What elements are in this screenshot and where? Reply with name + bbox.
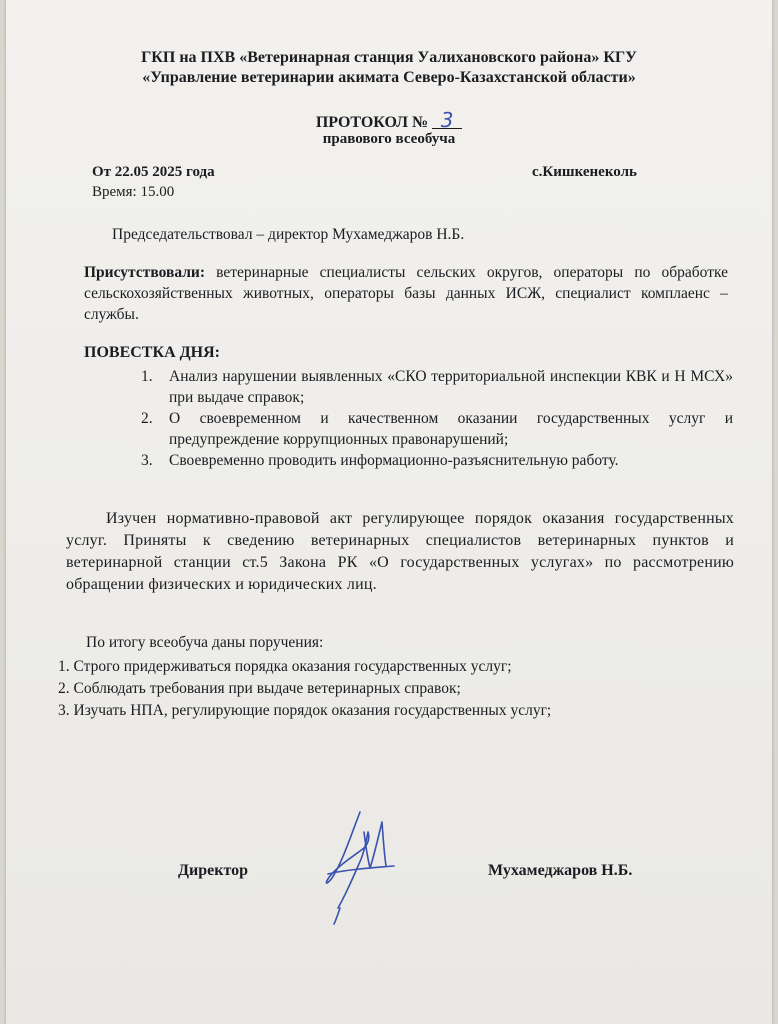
agenda-item <box>141 450 733 471</box>
meeting-date: От 22.05 2025 года <box>92 164 215 180</box>
agenda-item-text: Анализ нарушении выявленных «СКО территориальной инспекции КВК и Н МСХ» при выдаче справок; <box>169 368 733 406</box>
instruction-item: 3. Изучать НПА, регулирующие порядок оказания государственных услуг; <box>58 702 552 719</box>
instruction-item: 1. Строго придерживаться порядка оказания государственных услуг; <box>58 658 512 675</box>
agenda-item-number: 1. <box>141 368 153 385</box>
instruction-item: 2. Соблюдать требования при выдаче ветеринарных справок; <box>58 680 461 697</box>
document-header <box>6 48 772 88</box>
header-line-1: ГКП на ПХВ «Ветеринарная станция Уалихановского района» КГУ <box>141 49 637 66</box>
signature-name: Мухамеджаров Н.Б. <box>488 862 633 879</box>
agenda-item-number: 2. <box>141 410 153 427</box>
protocol-title <box>6 108 772 132</box>
agenda-item-number: 3. <box>141 452 153 469</box>
main-paragraph: Изучен нормативно-правовой акт регулирующее порядок оказания государственных услуг. Приняты к сведению ветеринарных специалистов ветеринарных пунктов и ветеринарной станции ст.5 Закона РК «О государственных услугах» по рассмотрению обращении физических и юридических лиц. <box>66 510 734 593</box>
attendees-label: Присутствовали: <box>84 264 206 281</box>
protocol-subtitle: правового всеобуча <box>322 131 456 147</box>
meeting-time: Время: 15.00 <box>92 184 175 200</box>
instructions-title: По итогу всеобуча даны поручения: <box>86 634 324 651</box>
document-page <box>6 0 772 1024</box>
header-line-2: «Управление ветеринарии акимата Северо-Казахстанской области» <box>142 69 636 86</box>
meeting-place: с.Кишкенеколь <box>532 164 637 180</box>
handwritten-signature <box>320 808 400 926</box>
instructions-list <box>58 656 748 722</box>
agenda-item-text: Своевременно проводить информационно-разъяснительную работу. <box>169 452 619 469</box>
agenda-item <box>141 408 733 450</box>
protocol-number: 3 <box>432 112 462 129</box>
protocol-label: ПРОТОКОЛ № <box>315 114 429 131</box>
signature-role: Директор <box>178 862 248 879</box>
attendees-paragraph <box>84 262 728 325</box>
attendees-text: ветеринарные специалисты сельских округов, операторы по обработке сельскохозяйственных животных, операторы базы данных ИСЖ, специалист комплаенс – службы. <box>84 264 729 323</box>
agenda-item <box>141 366 733 408</box>
agenda-title: ПОВЕСТКА ДНЯ: <box>84 344 220 361</box>
agenda-item-text: О своевременном и качественном оказании государственных услуг и предупреждение коррупционных правонарушений; <box>169 410 733 448</box>
agenda-list <box>141 366 733 471</box>
chairperson-line: Председательствовал – директор Мухамеджаров Н.Б. <box>112 226 465 243</box>
